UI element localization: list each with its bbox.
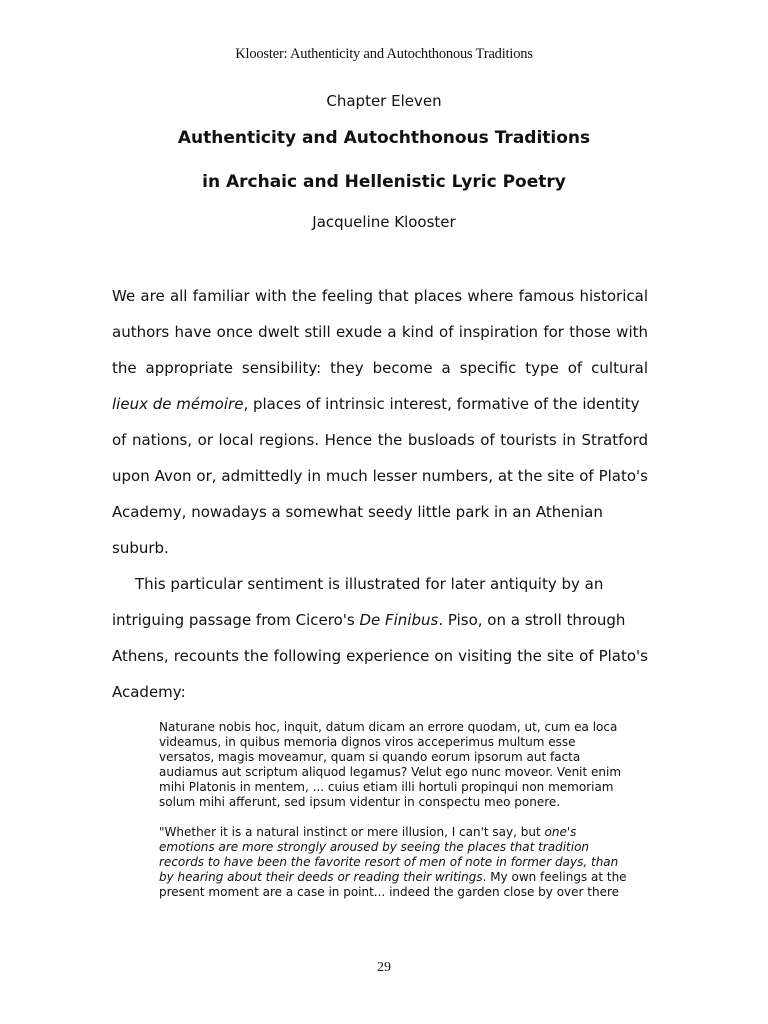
quote-line: audiamus aut scriptum aliquod legamus? Velut ego nunc moveor. Venit enim — [159, 765, 622, 779]
chapter-title-line-1: Authenticity and Autochthonous Traditions — [177, 128, 591, 148]
italic-phrase: one's — [544, 825, 577, 839]
paragraph-line — [112, 610, 648, 630]
italic-phrase: by hearing about their deeds or reading their writings — [159, 870, 483, 884]
paragraph-line: upon Avon or, admittedly in much lesser numbers, at the site of Plato's — [112, 467, 648, 485]
quote-line — [159, 855, 649, 870]
paragraph-line: This particular sentiment is illustrated for later antiquity by an — [135, 575, 604, 593]
quote-line: mihi Platonis in mentem, ... cuius etiam illi hortuli propinqui non memoriam — [159, 780, 614, 794]
chapter-title-line-2: in Archaic and Hellenistic Lyric Poetry — [202, 172, 566, 192]
italic-term: lieux de mémoire — [112, 395, 244, 413]
quote-line: Naturane nobis hoc, inquit, datum dicam an errore quodam, ut, cum ea loca — [159, 720, 618, 734]
author-name: Jacqueline Klooster — [312, 213, 456, 231]
quote-line: versatos, magis moveamur, quam si quando eorum ipsorum aut facta — [159, 750, 581, 764]
paragraph-line: Athens, recounts the following experience on visiting the site of Plato's — [112, 647, 648, 665]
quote-line: solum mihi afferunt, sed ipsum videntur in conspectu meo ponere. — [159, 795, 561, 809]
running-header: Klooster: Authenticity and Autochthonous Traditions — [235, 46, 533, 62]
paragraph-line: of nations, or local regions. Hence the busloads of tourists in Stratford — [112, 431, 648, 449]
page-number: 29 — [377, 960, 391, 975]
italic-phrase: emotions are more strongly aroused by seeing the places that tradition — [159, 840, 590, 854]
quote-text: . My own feelings at the — [482, 870, 627, 884]
chapter-label: Chapter Eleven — [326, 92, 442, 110]
quote-line: videamus, in quibus memoria dignos viros acceperimus multum esse — [159, 735, 576, 749]
paragraph-line: authors have once dwelt still exude a kind of inspiration for those with — [112, 323, 648, 341]
paragraph-text: intriguing passage from Cicero's — [112, 611, 360, 629]
quote-text: "Whether it is a natural instinct or mere illusion, I can't say, but — [159, 825, 545, 839]
italic-phrase: records to have been the favorite resort of men of note in former days, than — [159, 855, 619, 869]
quote-line: present moment are a case in point... indeed the garden close by over there — [159, 885, 620, 899]
paragraph-line: We are all familiar with the feeling that places where famous historical — [112, 287, 648, 305]
paragraph-line: the appropriate sensibility: they become a specific type of cultural — [112, 359, 648, 377]
work-title: De Finibus — [359, 611, 439, 629]
paragraph-line: Academy: — [112, 683, 186, 701]
quote-line — [159, 870, 649, 885]
paragraph-line: suburb. — [112, 539, 169, 557]
paragraph-text: , places of intrinsic interest, formative of the identity — [243, 395, 640, 413]
paragraph-line — [112, 394, 648, 414]
quote-line — [159, 840, 649, 855]
quote-line — [159, 825, 649, 840]
paragraph-line: Academy, nowadays a somewhat seedy little park in an Athenian — [112, 503, 603, 521]
paragraph-text: . Piso, on a stroll through — [438, 611, 626, 629]
